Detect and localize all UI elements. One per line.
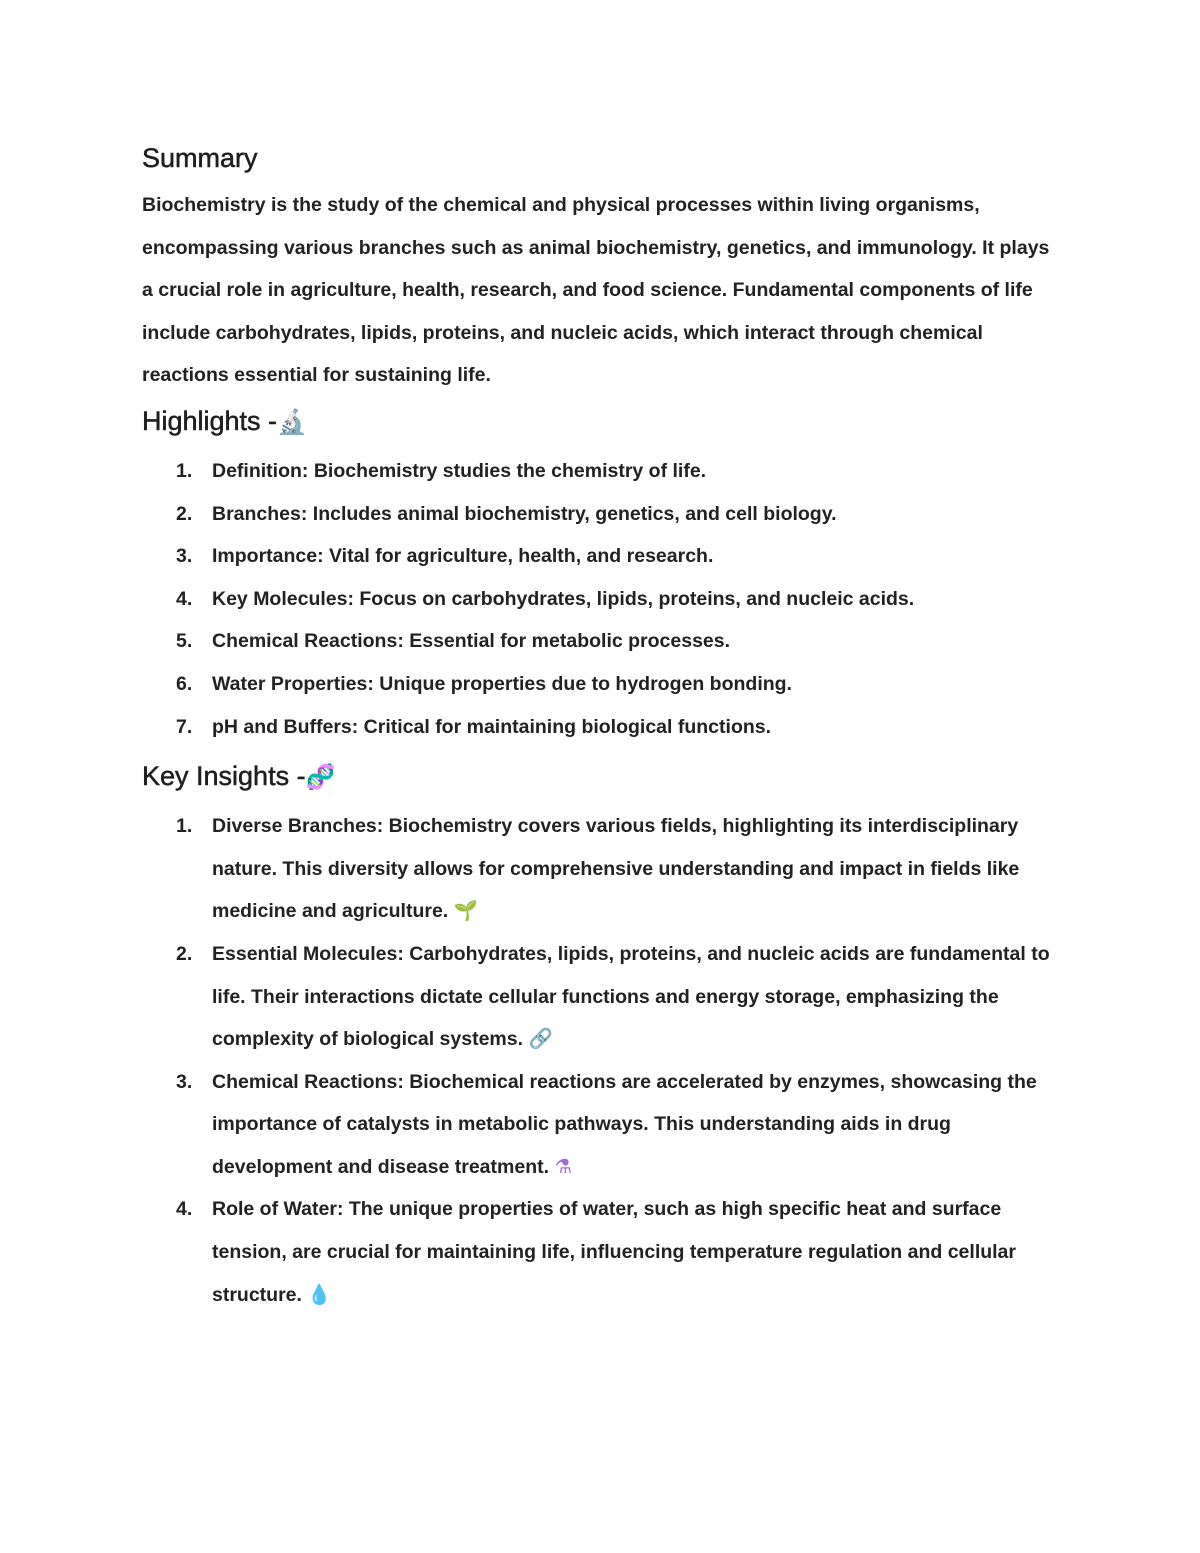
list-item-number: 2. xyxy=(176,942,193,965)
list-item-text: Key Molecules: Focus on carbohydrates, lipids, proteins, and nucleic acids. xyxy=(212,587,915,610)
list-item-text: Water Properties: Unique properties due to hydrogen bonding. xyxy=(212,672,792,695)
list-item-text: Role of Water: The unique properties of water, such as high specific heat and surface tension, are crucial for maintaining life, influencing temperature regulation and cellular structure. xyxy=(212,1198,1016,1306)
list-item xyxy=(142,706,1062,749)
list-item xyxy=(142,620,1062,663)
list-item-number: 6. xyxy=(176,672,193,695)
highlights-heading-text: Highlights - xyxy=(142,405,278,436)
document-content xyxy=(142,136,1062,1316)
list-item-number: 2. xyxy=(176,502,193,525)
list-item-text: Chemical Reactions: Biochemical reactions are accelerated by enzymes, showcasing the importance of catalysts in metabolic pathways. This understanding aids in drug development and disease treatment. xyxy=(212,1070,1037,1178)
key-insights-list xyxy=(142,805,1062,1316)
list-item-number: 1. xyxy=(176,459,193,482)
list-item xyxy=(142,1061,1062,1189)
list-item-text: Branches: Includes animal biochemistry, genetics, and cell biology. xyxy=(212,502,837,525)
summary-paragraph: Biochemistry is the study of the chemical and physical processes within living organisms, encompassing various branches such as animal biochemistry, genetics, and immunology. It plays a crucial role in agriculture, health, research, and food science. Fundamental components of life include carbohydrates, lipids, proteins, and nucleic acids, which interact through chemical reactions essential for sustaining life. xyxy=(142,194,1050,387)
link-icon: 🔗 xyxy=(528,1027,553,1051)
list-item xyxy=(142,933,1062,1061)
seedling-icon: 🌱 xyxy=(453,899,478,923)
list-item-number: 4. xyxy=(176,587,193,610)
list-item xyxy=(142,1188,1062,1316)
highlights-list xyxy=(142,450,1062,748)
key-insights-heading xyxy=(142,754,1062,799)
highlights-heading xyxy=(142,399,1062,444)
list-item-number: 1. xyxy=(176,815,193,838)
list-item-text: Importance: Vital for agriculture, health, and research. xyxy=(212,545,714,568)
list-item xyxy=(142,535,1062,578)
list-item-text: Essential Molecules: Carbohydrates, lipids, proteins, and nucleic acids are fundamental to life. Their interactions dictate cellular functions and energy storage, emphasizing the complexity of biological systems. xyxy=(212,942,1050,1051)
list-item-number: 3. xyxy=(176,1070,193,1093)
microscope-icon: 🔬 xyxy=(277,407,307,436)
summary-heading-text: Summary xyxy=(142,143,258,173)
list-item-number: 5. xyxy=(176,630,193,653)
list-item-text: Chemical Reactions: Essential for metabolic processes. xyxy=(212,630,731,653)
key-insights-heading-text: Key Insights - xyxy=(142,761,306,792)
list-item-text: pH and Buffers: Critical for maintaining biological functions. xyxy=(212,715,772,738)
list-item-text: Diverse Branches: Biochemistry covers various fields, highlighting its interdisciplinary nature. This diversity allows for comprehensive understanding and impact in fields like medicine and agriculture. xyxy=(212,815,1020,923)
dna-icon: 🧬 xyxy=(305,763,336,792)
list-item xyxy=(142,450,1062,493)
list-item xyxy=(142,805,1062,933)
droplet-icon: 💧 xyxy=(307,1282,332,1306)
list-item xyxy=(142,663,1062,706)
list-item-text: Definition: Biochemistry studies the chemistry of life. xyxy=(212,459,707,482)
list-item-number: 7. xyxy=(176,715,193,738)
list-item-number: 4. xyxy=(176,1198,193,1221)
list-item xyxy=(142,493,1062,536)
summary-heading xyxy=(142,136,1062,180)
list-item xyxy=(142,578,1062,621)
list-item-number: 3. xyxy=(176,545,193,568)
flask-icon: ⚗ xyxy=(554,1154,572,1178)
